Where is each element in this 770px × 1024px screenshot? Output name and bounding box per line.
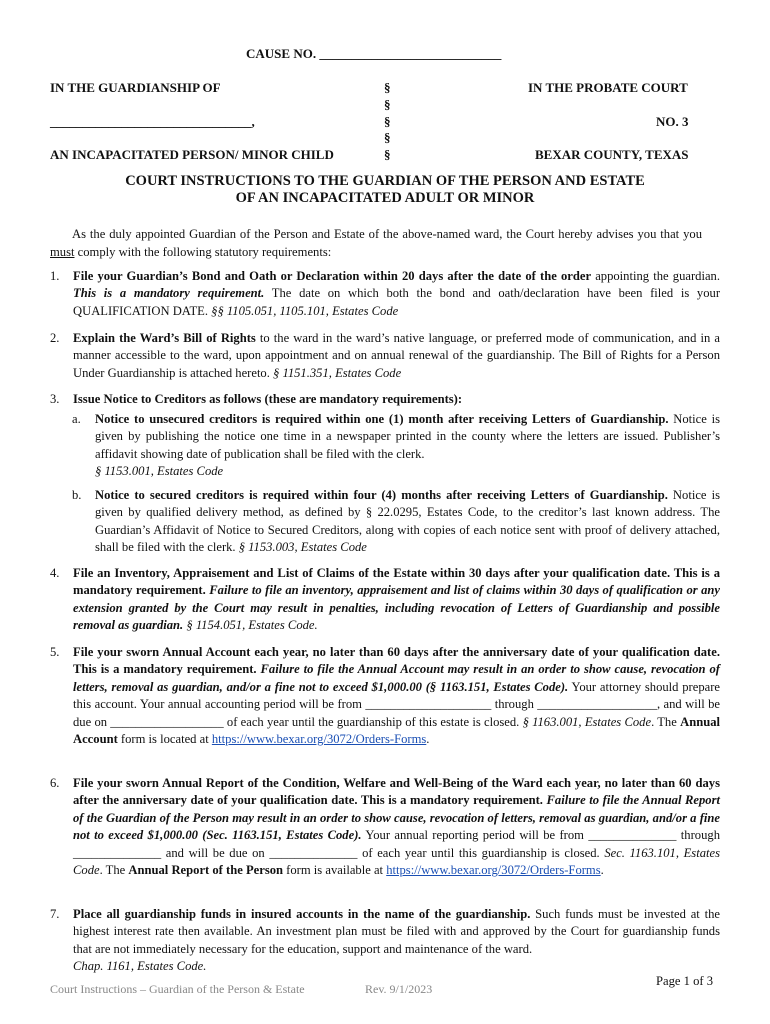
reporting-period-end-field[interactable]: ______________ [73,845,162,860]
guardianship-of-label: IN THE GUARDIANSHIP OF [50,80,221,95]
instruction-item-6: 6. File your sworn Annual Report of the Condition, Welfare and Well-Being of the Ward each year, no later than 60 days after the anniversary date of your qualification date. This is a mandatory requirement. Failure to file the Annual Report of the Guardian of the Person may result in an order to show cause, revocation of letters, removal as guardian, and/or a fine not to exceed $1,000.00 (Sec. 1163.151, Estates Code). Your annual reporting period will be from ______________ through ______________ and will be due on ______________ of each year until this guardianship is closed. Sec. 1163.101, Estates Code. The Annual Report of the Person form is available at https://www.bexar.org/3072/Orders-Forms. [50,776,720,878]
instruction-item-7: 7. Place all guardianship funds in insured accounts in the name of the guardianship. Such funds must be invested at the highest interest rate then available. An investment plan must be filed with and approved by the Court for guardianship funds that are not immediately necessary for the education, support and maintenance of the ward. Chap. 1161, Estates Code. [50,907,720,974]
court-number: NO. 3 [656,114,689,129]
section-mark: § [384,130,391,145]
section-mark: § [384,114,391,129]
document-title-line1: COURT INSTRUCTIONS TO THE GUARDIAN OF THE PERSON AND ESTATE [125,173,645,189]
section-mark: § [384,147,391,162]
instruction-item-5: 5. File your sworn Annual Account each year, no later than 60 days after the anniversary date of your qualification date. This is a mandatory requirement. Failure to file the Annual Account may result in an order to show cause, revocation of letters, removal as guardian, and/or a fine not to exceed $1,000.00 (§ 1163.151, Estates Code). Your attorney should prepare this account. Your annual accounting period will be from ____________________ through ___________________, and will be due on __________________ of each year until the guardianship of this estate is closed. § 1163.001, Estates Code. The Annual Account form is located at https://www.bexar.org/3072/Orders-Forms. [50,645,720,747]
footer-revision: Rev. 9/1/2023 [365,982,433,996]
accounting-period-end-field[interactable]: ___________________ [537,697,657,712]
instruction-item-3b: b. Notice to secured creditors is required within four (4) months after receiving Letters of Guardianship. Notice is given by qualified delivery method, as defined by § 22.0295, Estates Code, to the creditor’s last known address. The Guardian’s Affidavit of Notice to Secured Creditors, along with copies of each notice sent with proof of delivery attached, shall be filed with the clerk. § 1153.003, Estates Code [72,488,720,555]
section-mark: § [384,97,391,112]
instruction-item-3a: a. Notice to unsecured creditors is required within one (1) month after receiving Letters of Guardianship. Notice is given by publishing the notice one time in a newspaper printed in the county where the letters are issued. Publisher’s affidavit showing date of publication shall be filed with the clerk. § 1153.001, Estates Code [72,412,720,479]
orders-forms-link[interactable]: https://www.bexar.org/3072/Orders-Forms [211,732,427,747]
instruction-item-1: 1. File your Guardian’s Bond and Oath or Declaration within 20 days after the date of the order appointing the guardian. This is a mandatory requirement. The date on which both the bond and oath/declaration have been filed is your QUALIFICATION DATE. §§ 1105.051, 1105.101, Estates Code [50,269,721,318]
intro-paragraph: As the duly appointed Guardian of the Person and Estate of the above-named ward, the Court hereby advises you that you must comply with the following statutory requirements: [50,227,702,259]
document-title-line2: OF AN INCAPACITATED ADULT OR MINOR [235,190,535,206]
must-emphasis: must [50,244,75,259]
page-number: Page 1 of 3 [656,974,714,988]
reporting-period-start-field[interactable]: ______________ [588,828,677,843]
footer-document-name: Court Instructions – Guardian of the Person & Estate [50,982,305,996]
probate-court-label: IN THE PROBATE COURT [528,80,688,95]
accounting-period-start-field[interactable]: ____________________ [365,697,492,712]
incapacitated-label: AN INCAPACITATED PERSON/ MINOR CHILD [50,147,334,162]
county-label: BEXAR COUNTY, TEXAS [535,147,689,162]
accounting-due-date-field[interactable]: __________________ [110,714,224,729]
instruction-item-3: 3. Issue Notice to Creditors as follows (these are mandatory requirements): [50,392,463,406]
ward-name-line: _______________________________, [50,114,255,129]
cause-number: CAUSE NO. ____________________________ [246,46,502,61]
instruction-item-4: 4. File an Inventory, Appraisement and List of Claims of the Estate within 30 days after your qualification date. This is a mandatory requirement. Failure to file an inventory, appraisement and list of claims within 30 days of qualification or any extension granted by the Court may result in penalties, including revocation of Letters of Guardianship and possible removal as guardian. § 1154.051, Estates Code. [50,566,720,633]
reporting-due-date-field[interactable]: ______________ [269,845,358,860]
section-mark: § [384,80,391,95]
orders-forms-link[interactable]: https://www.bexar.org/3072/Orders-Forms [386,863,601,878]
instruction-item-2: 2. Explain the Ward’s Bill of Rights to the ward in the ward’s native language, or preferred mode of communication, and in a manner accessible to the ward, upon appointment and on annual renewal of the guardianship. The Bill of Rights for a Person Under Guardianship is attached hereto. § 1151.351, Estates Code [50,331,720,380]
